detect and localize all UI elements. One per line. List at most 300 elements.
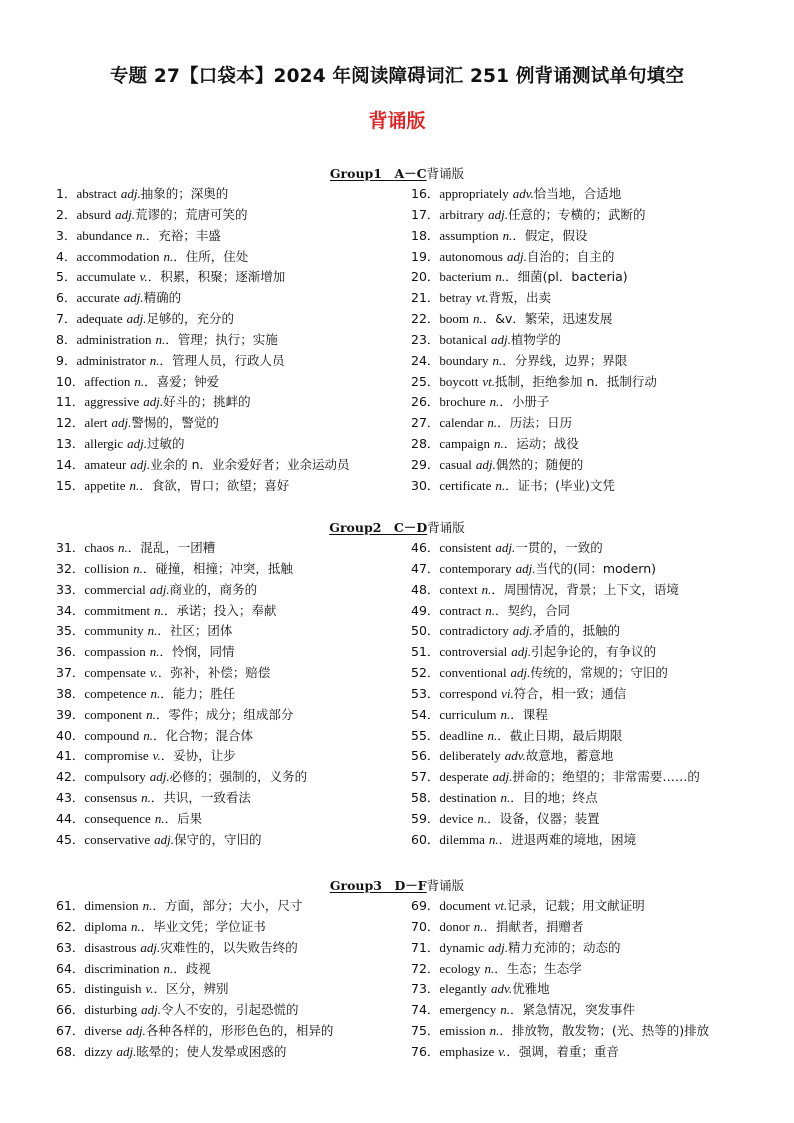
entry-number: 18． xyxy=(411,227,440,243)
vocab-entry xyxy=(411,413,771,434)
group-header xyxy=(0,518,794,538)
entry-pos: n. xyxy=(484,960,495,976)
entry-word: emergency xyxy=(439,1002,497,1018)
vocab-entry xyxy=(56,372,406,393)
entry-pos: n. xyxy=(495,477,506,493)
vocab-entry xyxy=(56,705,406,726)
entry-number: 16． xyxy=(411,186,440,201)
vocab-entry xyxy=(411,809,771,830)
entry-number: 11． xyxy=(56,394,85,410)
entry-meaning: 抵制，拒绝参加 n．抵制行动 xyxy=(495,373,657,389)
entry-number: 66． xyxy=(56,1002,85,1018)
entry-meaning: ．目的地；终点 xyxy=(510,790,598,806)
entry-number: 36． xyxy=(56,644,85,660)
word-group xyxy=(0,518,794,847)
entry-meaning: 植物学的 xyxy=(510,331,561,347)
entry-meaning: 矛盾的，抵触的 xyxy=(532,623,621,639)
entry-pos: adv. xyxy=(512,186,534,201)
vocab-entry xyxy=(411,267,771,288)
entry-pos: n. xyxy=(150,685,161,701)
vocab-entry xyxy=(56,559,406,580)
vocab-entry xyxy=(411,288,771,309)
entry-pos: v. xyxy=(145,981,154,997)
entry-pos: adj. xyxy=(495,540,516,555)
entry-word: allergic xyxy=(84,436,124,452)
entry-number: 54． xyxy=(411,706,440,722)
entry-pos: adv. xyxy=(491,981,513,997)
entry-word: distinguish xyxy=(84,981,142,997)
entry-pos: adj. xyxy=(120,186,141,201)
entry-meaning: 保守的，守旧的 xyxy=(173,831,262,847)
entry-number: 53． xyxy=(411,685,440,701)
entry-number: 7． xyxy=(56,311,77,327)
entry-meaning: 足够的，充分的 xyxy=(146,311,235,327)
entry-pos: adj. xyxy=(126,311,147,327)
entry-pos: n. xyxy=(493,436,504,452)
entry-number: 44． xyxy=(56,810,85,826)
vocab-entry xyxy=(411,226,771,247)
entry-number: 47． xyxy=(411,560,440,576)
vocab-entry xyxy=(56,1000,406,1021)
entry-meaning: 记录，记载；用文献证明 xyxy=(507,898,645,913)
vocab-entry xyxy=(411,959,771,980)
entry-number: 17． xyxy=(411,206,440,222)
vocab-entry xyxy=(411,746,771,767)
entry-word: correspond xyxy=(439,685,498,701)
entry-word: dizzy xyxy=(84,1043,113,1059)
entry-word: assumption xyxy=(439,227,499,243)
entry-pos: n. xyxy=(488,831,499,847)
vocab-entry xyxy=(411,767,771,788)
entry-word: community xyxy=(84,623,144,639)
entry-number: 69． xyxy=(411,898,440,913)
entry-number: 29． xyxy=(411,456,440,472)
entry-word: competence xyxy=(84,685,147,701)
entry-meaning: ．社区；团体 xyxy=(157,623,233,639)
entry-pos: n. xyxy=(500,1002,510,1018)
entry-meaning: 拼命的；绝望的；非常需要……的 xyxy=(512,769,700,785)
entry-number: 55． xyxy=(411,727,440,743)
entry-pos: n. xyxy=(163,960,174,976)
word-column-right xyxy=(411,184,771,497)
vocab-entry xyxy=(56,830,406,851)
entry-pos: n. xyxy=(473,311,483,327)
entry-meaning: ．排放物，散发物；(光、热等的)排放 xyxy=(499,1023,710,1039)
entry-number: 49． xyxy=(411,602,440,618)
entry-number: 43． xyxy=(56,790,85,806)
entry-meaning: ．运动；战役 xyxy=(503,436,579,452)
group-suffix: 背诵版 xyxy=(426,166,465,181)
entry-word: alert xyxy=(84,415,108,431)
entry-meaning: 引起争论的，有争议的 xyxy=(531,644,657,660)
entry-meaning: ．弥补，补偿；赔偿 xyxy=(157,665,271,681)
vocab-entry xyxy=(411,917,771,938)
vocab-entry xyxy=(56,392,406,413)
entry-meaning: 故意地，蓄意地 xyxy=(525,748,614,764)
entry-meaning: ．区分，辨别 xyxy=(153,981,229,997)
vocab-entry xyxy=(411,896,771,917)
word-column-left xyxy=(56,184,406,497)
entry-number: 34． xyxy=(56,602,85,618)
entry-word: dynamic xyxy=(439,939,485,955)
entry-pos: adj. xyxy=(123,290,144,306)
entry-number: 67． xyxy=(56,1023,85,1039)
entry-pos: n. xyxy=(136,227,146,243)
vocab-entry xyxy=(56,917,406,938)
vocab-entry xyxy=(411,663,771,684)
entry-pos: n. xyxy=(133,560,143,576)
entry-number: 63． xyxy=(56,939,85,955)
vocab-entry xyxy=(56,267,406,288)
entry-word: desperate xyxy=(439,769,489,785)
entry-pos: n. xyxy=(131,918,141,934)
entry-pos: n. xyxy=(142,898,153,913)
entry-meaning: 优雅地 xyxy=(512,981,550,997)
entry-word: autonomous xyxy=(439,248,503,264)
vocab-entry xyxy=(56,726,406,747)
entry-meaning: 恰当地，合适地 xyxy=(533,186,622,201)
entry-meaning: ．碰撞，相撞；冲突，抵触 xyxy=(142,560,293,576)
group-header xyxy=(0,164,794,184)
entry-number: 73． xyxy=(411,981,440,997)
entry-pos: n. xyxy=(487,415,498,431)
entry-number: 57． xyxy=(411,769,440,785)
vocab-entry xyxy=(56,288,406,309)
entry-word: compound xyxy=(84,727,140,743)
entry-number: 51． xyxy=(411,644,440,660)
entry-pos: n. xyxy=(492,352,503,368)
entry-meaning: 令人不安的，引起恐慌的 xyxy=(161,1002,299,1018)
entry-number: 72． xyxy=(411,960,440,976)
entry-number: 5． xyxy=(56,269,77,285)
entry-pos: adv. xyxy=(504,748,526,764)
entry-number: 13． xyxy=(56,436,85,452)
entry-pos: adj. xyxy=(143,394,164,410)
entry-meaning: ．后果 xyxy=(164,810,203,826)
vocab-entry xyxy=(56,184,406,205)
entry-word: aggressive xyxy=(84,394,140,410)
entry-meaning: ．生态；生态学 xyxy=(494,960,582,976)
entry-word: abstract xyxy=(76,186,117,201)
entry-meaning: ．喜爱；钟爱 xyxy=(144,373,220,389)
entry-pos: n. xyxy=(146,706,156,722)
entry-meaning: ．历法；日历 xyxy=(497,415,573,431)
entry-word: compensate xyxy=(84,665,146,681)
entry-number: 40． xyxy=(56,727,85,743)
vocab-entry xyxy=(56,663,406,684)
vocab-entry xyxy=(56,642,406,663)
entry-word: elegantly xyxy=(439,981,488,997)
entry-number: 39． xyxy=(56,706,85,722)
entry-pos: n. xyxy=(129,477,140,493)
entry-pos: v. xyxy=(149,665,158,681)
entry-word: contemporary xyxy=(439,560,512,576)
vocab-entry xyxy=(411,830,771,851)
entry-pos: adj. xyxy=(154,831,174,847)
vocab-entry xyxy=(411,938,771,959)
entry-meaning: ．住所，住处 xyxy=(173,248,249,264)
entry-pos: adj. xyxy=(140,939,161,955)
entry-meaning: ．分界线，边界；界限 xyxy=(502,352,628,368)
entry-word: casual xyxy=(439,456,472,472)
entry-meaning: ．零件；成分；组成部分 xyxy=(155,706,294,722)
vocab-entry xyxy=(411,455,771,476)
vocab-entry xyxy=(411,642,771,663)
entry-pos: n. xyxy=(134,373,145,389)
entry-word: amateur xyxy=(84,456,127,472)
vocab-entry xyxy=(56,226,406,247)
entry-number: 58． xyxy=(411,790,440,806)
entry-number: 52． xyxy=(411,665,440,681)
entry-number: 46． xyxy=(411,540,440,555)
entry-pos: n. xyxy=(149,352,160,368)
entry-pos: adj. xyxy=(510,665,531,681)
entry-word: absurd xyxy=(76,206,112,222)
entry-number: 33． xyxy=(56,581,85,597)
entry-number: 56． xyxy=(411,748,440,764)
entry-number: 60． xyxy=(411,831,440,847)
vocab-entry xyxy=(56,746,406,767)
entry-meaning: 精力充沛的；动态的 xyxy=(508,939,621,955)
entry-pos: vt. xyxy=(494,898,508,913)
entry-meaning: ．强调，着重；重音 xyxy=(506,1043,619,1059)
entry-meaning: ．设备，仪器；装置 xyxy=(487,810,600,826)
entry-meaning: 荒谬的；荒唐可笑的 xyxy=(134,206,248,222)
entry-pos: adj. xyxy=(488,206,509,222)
entry-number: 2． xyxy=(56,206,77,222)
entry-word: calendar xyxy=(439,415,484,431)
entry-number: 65． xyxy=(56,981,85,997)
entry-number: 74． xyxy=(411,1002,440,1018)
vocab-entry xyxy=(411,559,771,580)
word-column-left xyxy=(56,896,406,1063)
entry-pos: adj. xyxy=(515,560,536,576)
entry-number: 22． xyxy=(411,311,440,327)
entry-word: botanical xyxy=(439,331,488,347)
vocab-entry xyxy=(411,979,771,1000)
entry-pos: v. xyxy=(498,1043,507,1059)
entry-word: deliberately xyxy=(439,748,501,764)
entry-word: betray xyxy=(439,290,472,306)
entry-word: boom xyxy=(439,311,470,327)
entry-number: 32． xyxy=(56,560,85,576)
entry-number: 31． xyxy=(56,540,85,555)
entry-meaning: 任意的；专横的；武断的 xyxy=(508,206,646,222)
entry-meaning: ．管理；执行；实施 xyxy=(165,331,278,347)
entry-word: disturbing xyxy=(84,1002,138,1018)
entry-pos: n. xyxy=(487,727,498,743)
vocab-entry xyxy=(411,205,771,226)
vocab-entry xyxy=(411,309,771,330)
vocab-entry xyxy=(411,788,771,809)
entry-meaning: ．化合物；混合体 xyxy=(153,727,254,743)
entry-pos: vt. xyxy=(475,290,489,306)
entry-pos: adj. xyxy=(149,769,170,785)
entry-word: context xyxy=(439,581,478,597)
entry-meaning: ．周围情况，背景；上下文，语境 xyxy=(491,581,679,597)
entry-word: curriculum xyxy=(439,706,497,722)
entry-meaning: ．紧急情况，突发事件 xyxy=(509,1002,635,1018)
entry-pos: adj. xyxy=(127,436,148,452)
entry-number: 71． xyxy=(411,939,440,955)
entry-word: deadline xyxy=(439,727,484,743)
vocab-entry xyxy=(411,621,771,642)
word-column-right xyxy=(411,896,771,1063)
entry-pos: n. xyxy=(149,644,160,660)
entry-word: component xyxy=(84,706,143,722)
entry-pos: adj. xyxy=(141,1002,161,1018)
entry-pos: n. xyxy=(485,602,496,618)
entry-meaning: ．管理人员，行政人员 xyxy=(159,352,285,368)
entry-number: 21． xyxy=(411,290,440,306)
word-group xyxy=(0,164,794,493)
vocab-entry xyxy=(411,1000,771,1021)
entry-pos: adj. xyxy=(512,623,533,639)
entry-pos: n. xyxy=(141,790,151,806)
entry-pos: adj. xyxy=(116,1043,137,1059)
entry-word: consequence xyxy=(84,810,151,826)
vocab-entry xyxy=(56,979,406,1000)
vocab-entry xyxy=(411,330,771,351)
entry-word: contract xyxy=(439,602,482,618)
entry-number: 35． xyxy=(56,623,85,639)
vocab-entry xyxy=(56,1042,406,1063)
page-title: 专题 27【口袋本】2024 年阅读障碍词汇 251 例背诵测试单句填空 xyxy=(109,66,685,87)
vocab-entry xyxy=(56,205,406,226)
entry-number: 19． xyxy=(411,248,440,264)
entry-number: 41． xyxy=(56,748,85,764)
entry-meaning: 抽象的；深奥的 xyxy=(140,186,229,201)
entry-pos: n. xyxy=(500,790,511,806)
entry-meaning: ．假定，假设 xyxy=(512,227,588,243)
entry-word: affection xyxy=(84,373,131,389)
entry-word: appropriately xyxy=(439,186,509,201)
entry-pos: vt. xyxy=(482,373,496,389)
vocab-entry xyxy=(411,392,771,413)
vocab-entry xyxy=(56,247,406,268)
vocab-entry xyxy=(411,372,771,393)
entry-pos: vi. xyxy=(501,685,514,701)
entry-pos: v. xyxy=(139,269,148,285)
entry-meaning: ．小册子 xyxy=(499,394,550,410)
entry-number: 64． xyxy=(56,960,85,976)
vocab-entry xyxy=(56,959,406,980)
entry-meaning: 好斗的；挑衅的 xyxy=(163,394,251,410)
entry-pos: n. xyxy=(154,810,165,826)
entry-meaning: ．进退两难的境地，困境 xyxy=(498,831,637,847)
entry-pos: adj. xyxy=(511,644,532,660)
entry-meaning: ．食欲，胃口；欲望；喜好 xyxy=(139,477,290,493)
entry-pos: v. xyxy=(152,748,161,764)
vocab-entry xyxy=(56,788,406,809)
vocab-entry xyxy=(411,476,771,497)
entry-word: commercial xyxy=(84,581,146,597)
vocab-entry xyxy=(56,434,406,455)
entry-number: 28． xyxy=(411,436,440,452)
vocab-entry xyxy=(56,938,406,959)
entry-pos: n. xyxy=(473,918,484,934)
entry-word: controversial xyxy=(439,644,508,660)
entry-number: 10． xyxy=(56,373,85,389)
entry-word: destination xyxy=(439,790,497,806)
entry-meaning: 灾难性的，以失败告终的 xyxy=(160,939,298,955)
entry-number: 9． xyxy=(56,352,77,368)
entry-meaning: 各种各样的，形形色色的，相异的 xyxy=(145,1023,334,1039)
entry-word: compassion xyxy=(84,644,146,660)
entry-meaning: ．方面，部分；大小，尺寸 xyxy=(152,898,303,913)
entry-pos: n. xyxy=(147,623,158,639)
entry-meaning: ．承诺；投入；奉献 xyxy=(163,602,277,618)
entry-word: brochure xyxy=(439,394,486,410)
entry-meaning: ．共识，一致看法 xyxy=(150,790,251,806)
vocab-entry xyxy=(411,1042,771,1063)
entry-word: bacterium xyxy=(439,269,492,285)
entry-number: 27． xyxy=(411,415,440,431)
entry-meaning: 一贯的，一致的 xyxy=(515,540,603,555)
entry-word: accumulate xyxy=(76,269,136,285)
entry-number: 75． xyxy=(411,1023,440,1039)
entry-meaning: ．妥协，让步 xyxy=(160,748,236,764)
vocab-entry xyxy=(56,413,406,434)
vocab-entry xyxy=(56,1021,406,1042)
entry-word: compulsory xyxy=(84,769,146,785)
entry-meaning: ．证书；(毕业)文凭 xyxy=(505,477,615,493)
entry-word: consensus xyxy=(84,790,138,806)
word-column-left xyxy=(56,538,406,851)
entry-pos: n. xyxy=(154,602,164,618)
entry-meaning: ．歧视 xyxy=(173,960,211,976)
entry-number: 15． xyxy=(56,477,85,493)
vocab-entry xyxy=(56,476,406,497)
entry-pos: adj. xyxy=(130,456,151,472)
vocab-entry xyxy=(56,896,406,917)
entry-number: 1． xyxy=(56,186,77,201)
vocab-entry xyxy=(411,247,771,268)
entry-meaning: ．充裕；丰盛 xyxy=(145,227,221,243)
entry-word: device xyxy=(439,810,474,826)
entry-number: 30． xyxy=(411,477,440,493)
entry-word: commitment xyxy=(84,602,151,618)
entry-word: consistent xyxy=(439,540,492,555)
entry-word: certificate xyxy=(439,477,492,493)
entry-number: 59． xyxy=(411,810,440,826)
entry-word: dilemma xyxy=(439,831,485,847)
vocab-entry xyxy=(411,351,771,372)
entry-meaning: ．&v．繁荣，迅速发展 xyxy=(482,311,613,327)
entry-meaning: ．能力；胜任 xyxy=(160,685,236,701)
entry-pos: adj. xyxy=(111,415,132,431)
entry-meaning: 必修的；强制的，义务的 xyxy=(169,769,308,785)
entry-word: conservative xyxy=(84,831,151,847)
entry-pos: adj. xyxy=(125,1023,146,1039)
entry-pos: adj. xyxy=(475,456,496,472)
entry-word: boycott xyxy=(439,373,479,389)
entry-word: campaign xyxy=(439,436,490,452)
entry-word: emphasize xyxy=(439,1043,495,1059)
entry-meaning: 警惕的，警觉的 xyxy=(131,415,219,431)
entry-meaning: 符合，相一致；通信 xyxy=(513,685,627,701)
entry-meaning: 精确的 xyxy=(143,290,182,306)
entry-number: 45． xyxy=(56,831,85,847)
entry-word: donor xyxy=(439,918,470,934)
vocab-entry xyxy=(411,726,771,747)
entry-number: 24． xyxy=(411,352,440,368)
entry-meaning: 当代的(同：modern) xyxy=(535,560,657,576)
vocab-entry xyxy=(56,767,406,788)
entry-word: chaos xyxy=(84,540,115,555)
group-tag: Group3 D－F xyxy=(329,878,427,893)
entry-word: administration xyxy=(76,331,152,347)
